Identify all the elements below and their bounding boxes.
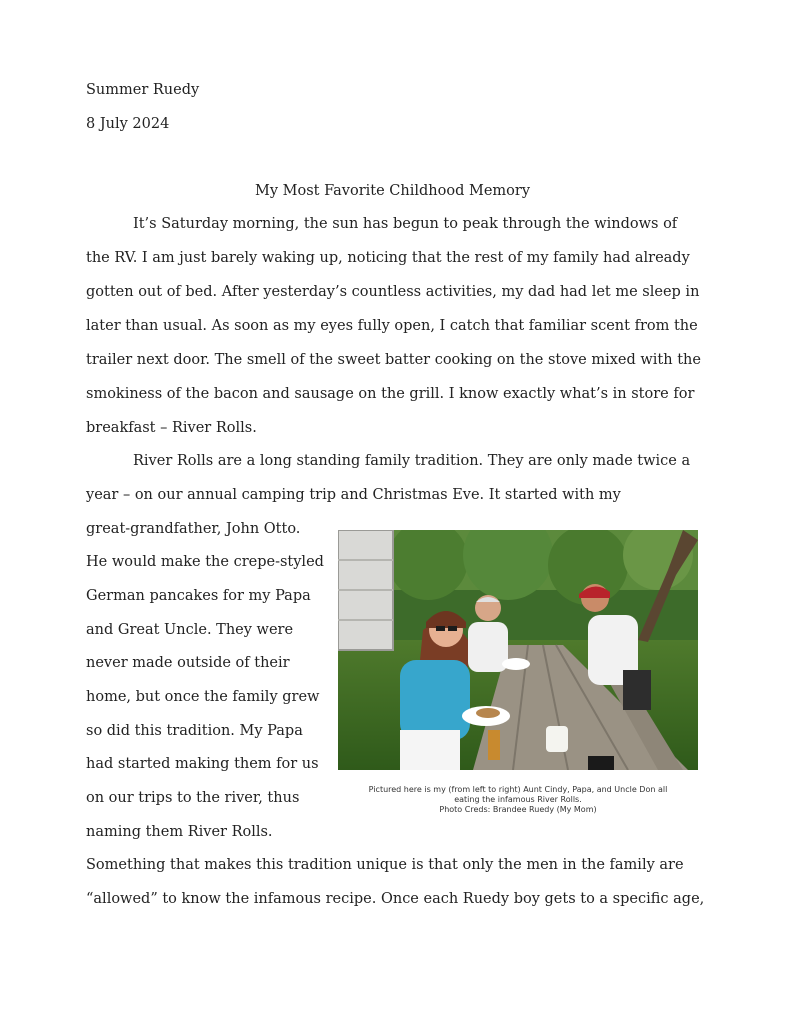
family-photo — [338, 530, 698, 770]
caption-line: Photo Creds: Brandee Ruedy (My Mom) — [439, 805, 597, 814]
paragraph-2-line: naming them River Rolls. — [86, 824, 273, 840]
paragraph-2-line: had started making them for us — [86, 756, 319, 772]
paragraph-1-line: trailer next door. The smell of the sweet batter cooking on the stove mixed with the — [86, 352, 701, 368]
paragraph-1-line: gotten out of bed. After yesterday’s countless activities, my dad had let me sleep in — [86, 284, 700, 300]
paragraph-2-line: on our trips to the river, thus — [86, 790, 300, 806]
author-name: Summer Ruedy — [86, 82, 200, 98]
paragraph-1-line: smokiness of the bacon and sausage on the grill. I know exactly what’s in store for — [86, 386, 695, 402]
paragraph-1-line: It’s Saturday morning, the sun has begun to peak through the windows of — [133, 216, 678, 232]
essay-title: My Most Favorite Childhood Memory — [254, 183, 531, 199]
paragraph-1-line: breakfast – River Rolls. — [86, 420, 257, 436]
photo-caption — [338, 785, 698, 815]
document-date: 8 July 2024 — [86, 116, 170, 132]
caption-line: eating the infamous River Rolls. — [454, 795, 582, 804]
paragraph-2-line: great-grandfather, John Otto. — [86, 521, 301, 537]
paragraph-2-line: He would make the crepe-styled — [86, 554, 324, 570]
paragraph-1-line: later than usual. As soon as my eyes fully open, I catch that familiar scent from the — [86, 318, 698, 334]
paragraph-3-line: “allowed” to know the infamous recipe. Once each Ruedy boy gets to a specific age, — [86, 891, 705, 907]
caption-line: Pictured here is my (from left to right) Aunt Cindy, Papa, and Uncle Don all — [368, 785, 668, 794]
paragraph-2-line: year – on our annual camping trip and Christmas Eve. It started with my — [86, 487, 621, 503]
paragraph-2-line: home, but once the family grew — [86, 689, 320, 705]
paragraph-2-line: never made outside of their — [86, 655, 290, 671]
paragraph-3-line: Something that makes this tradition unique is that only the men in the family are — [86, 857, 684, 873]
paragraph-2-line: and Great Uncle. They were — [86, 622, 294, 638]
paragraph-2-line: German pancakes for my Papa — [86, 588, 311, 604]
paragraph-1-line: the RV. I am just barely waking up, noticing that the rest of my family had already — [86, 250, 690, 266]
paragraph-2-line: River Rolls are a long standing family tradition. They are only made twice a — [133, 453, 691, 469]
paragraph-2-line: so did this tradition. My Papa — [86, 723, 303, 739]
